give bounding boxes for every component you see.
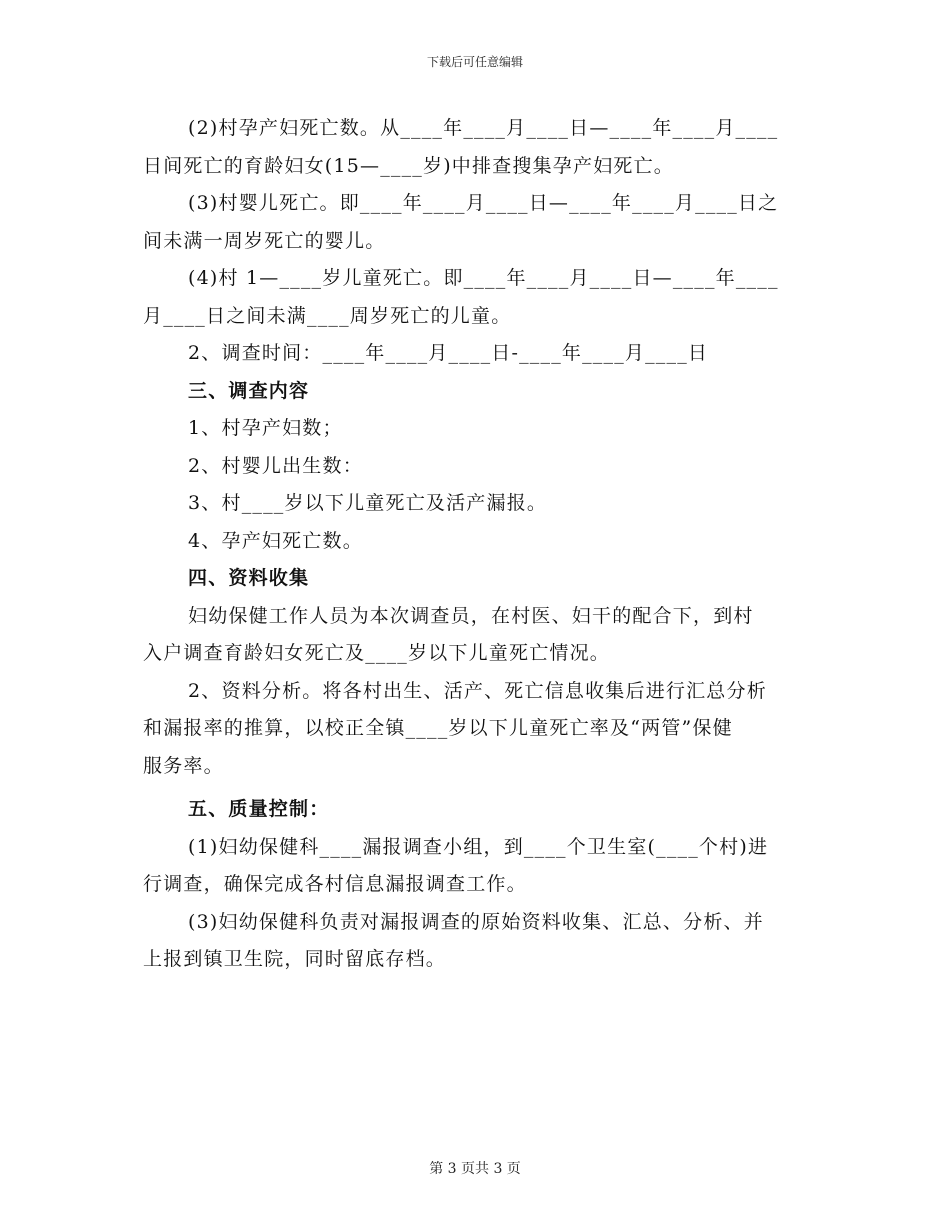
- text-line: 和漏报率的推算，以校正全镇____岁以下儿童死亡率及“两管”保健: [143, 717, 733, 739]
- text-line: (3)村婴儿死亡。即____年____月____日—____年____月____日之: [188, 192, 779, 214]
- text-line: (4)村 1—____岁儿童死亡。即____年____月____日—____年____: [188, 267, 779, 289]
- text-line: 日间死亡的育龄妇女(15—____岁)中排查搜集孕产妇死亡。: [143, 154, 675, 177]
- section-heading: 四、资料收集: [188, 567, 310, 589]
- text-line: (3)妇幼保健科负责对漏报调查的原始资料收集、汇总、分析、并: [188, 910, 764, 933]
- text-line: 2、村婴儿出生数：: [188, 454, 363, 477]
- page-footer: 第 3 页共 3 页: [429, 1161, 521, 1177]
- document-body: [143, 110, 808, 979]
- text-line: 2、资料分析。将各村出生、活产、死亡信息收集后进行汇总分析: [188, 679, 767, 702]
- text-line: 上报到镇卫生院，同时留底存档。: [143, 948, 447, 970]
- text-line: 服务率。: [143, 754, 224, 777]
- text-line: 入户调查育龄妇女死亡及____岁以下儿童死亡情况。: [143, 642, 611, 664]
- section-heading: 三、调查内容: [188, 379, 310, 402]
- text-line: 月____日之间未满____周岁死亡的儿童。: [143, 304, 512, 327]
- text-line: 3、村____岁以下儿童死亡及活产漏报。: [188, 492, 548, 514]
- section-heading: 五、质量控制：: [188, 798, 330, 820]
- page-header: 下载后可任意编辑: [426, 55, 523, 69]
- text-line: 4、孕产妇死亡数。: [188, 529, 363, 552]
- text-line: (2)村孕产妇死亡数。从____年____月____日—____年____月____: [188, 117, 779, 139]
- text-line: 妇幼保健工作人员为本次调查员，在村医、妇干的配合下，到村: [188, 604, 754, 627]
- text-line: 1、村孕产妇数；: [188, 417, 343, 439]
- text-line: 2、调查时间：____年____月____日-____年____月____日: [188, 342, 709, 364]
- text-line: 行调查，确保完成各村信息漏报调查工作。: [143, 873, 527, 895]
- text-line: 间未满一周岁死亡的婴儿。: [143, 229, 386, 252]
- text-line: (1)妇幼保健科____漏报调查小组，到____个卫生室(____个村)进: [188, 835, 769, 858]
